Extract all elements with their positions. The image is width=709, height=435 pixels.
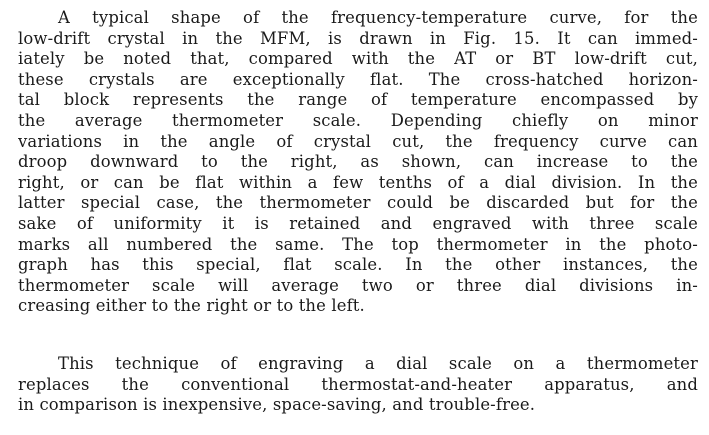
text-line: in comparison is inexpensive, space-saving, and trouble-free. xyxy=(18,395,536,415)
text-line: low-drift crystal in the MFM, is drawn in Fig. 15. It can immed- xyxy=(18,28,698,48)
paragraph-frequency-curve xyxy=(18,8,698,317)
text-line: droop downward to the right, as shown, can increase to the xyxy=(18,152,698,172)
text-line: replaces the conventional thermostat-and-heater apparatus, and xyxy=(18,374,698,394)
text-line: the average thermometer scale. Depending chiefly on minor xyxy=(18,110,698,130)
text-line: right, or can be flat within a few tenths of a dial division. In the xyxy=(18,172,698,192)
text-line: iately be noted that, compared with the AT or BT low-drift cut, xyxy=(18,49,698,69)
text-line: latter special case, the thermometer could be discarded but for the xyxy=(18,193,698,213)
text-line: variations in the angle of crystal cut, the frequency curve can xyxy=(18,131,698,151)
text-line: sake of uniformity it is retained and engraved with three scale xyxy=(18,213,698,233)
text-line: graph has this special, flat scale. In the other instances, the xyxy=(18,255,698,275)
text-line: marks all numbered the same. The top thermometer in the photo- xyxy=(18,234,698,254)
text-line: tal block represents the range of temperature encompassed by xyxy=(18,90,698,110)
text-line: This technique of engraving a dial scale on a thermometer xyxy=(58,354,698,373)
paragraph-engraving-technique xyxy=(18,354,698,416)
text-line: creasing either to the right or to the left. xyxy=(18,296,365,316)
text-line: thermometer scale will average two or three dial divisions in- xyxy=(18,275,698,295)
text-line: A typical shape of the frequency-temperature curve, for the xyxy=(58,8,698,27)
text-line: these crystals are exceptionally flat. The cross-hatched horizon- xyxy=(18,69,698,89)
